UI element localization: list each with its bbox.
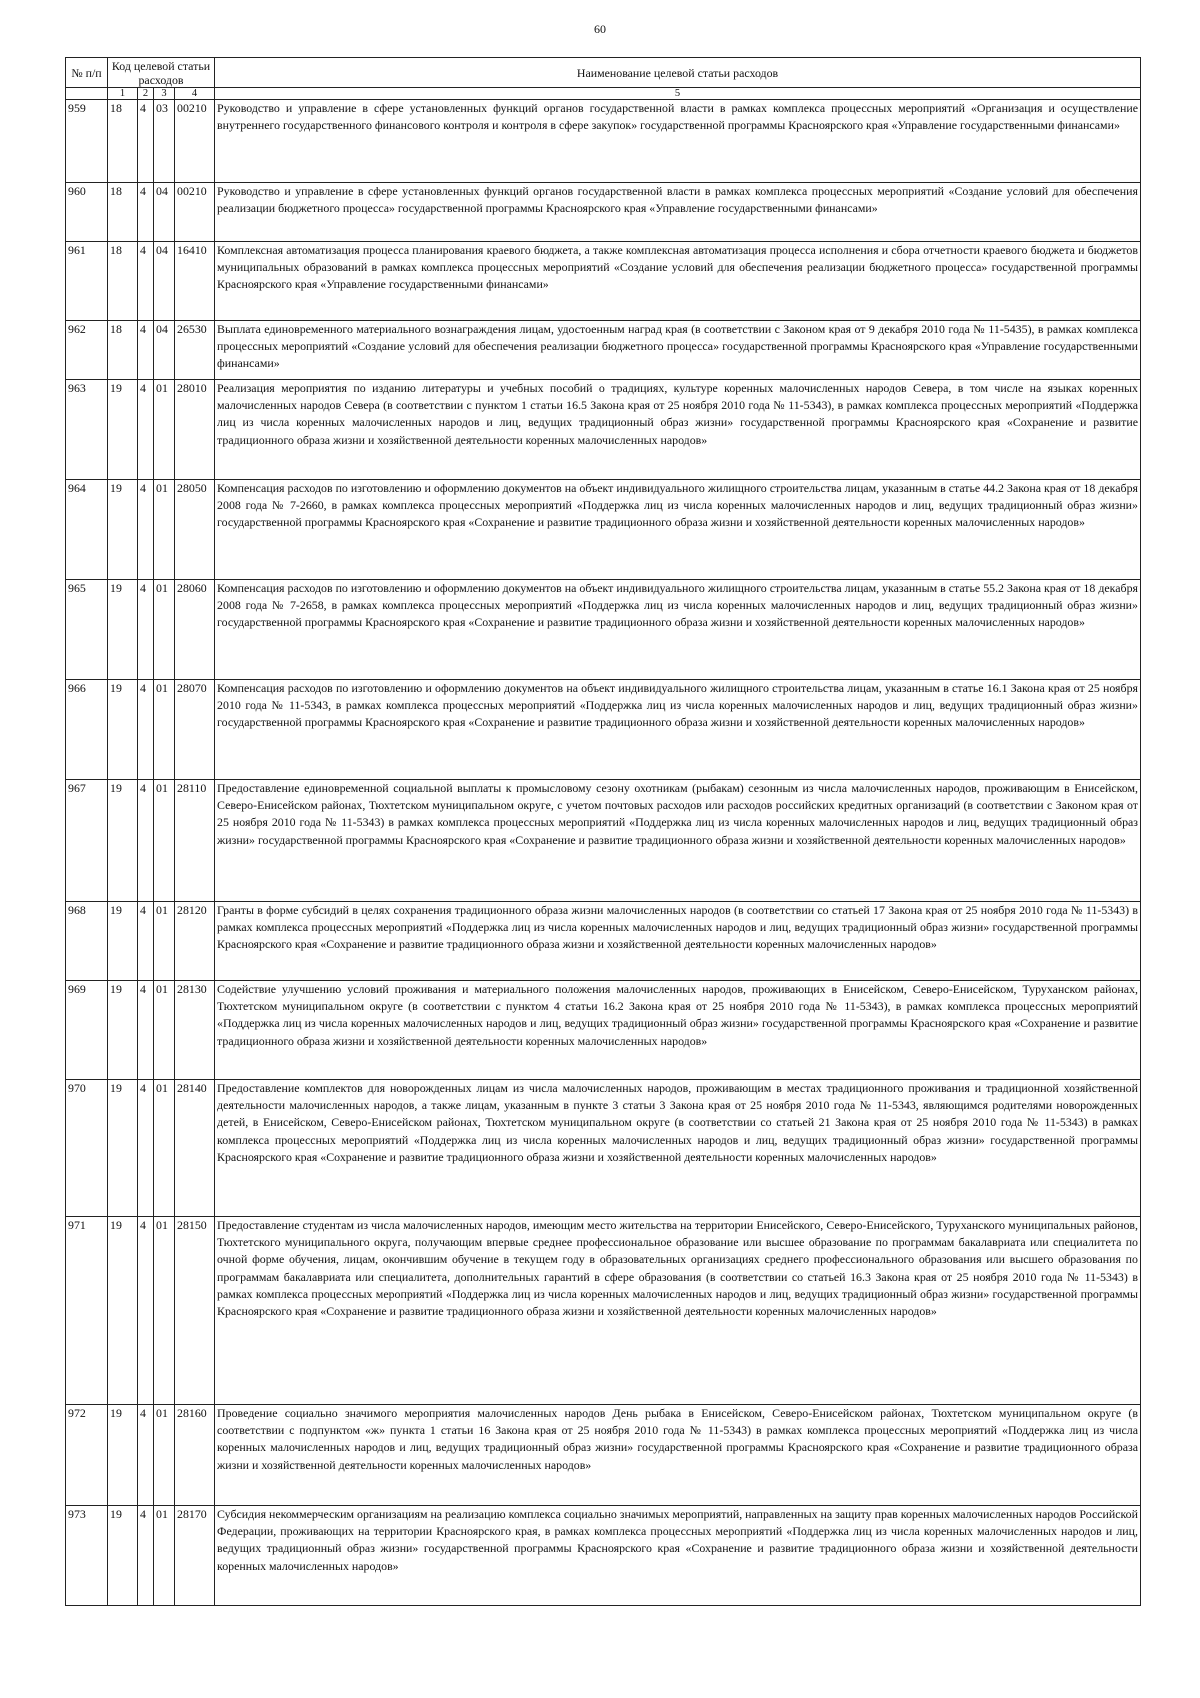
- table-row: [66, 1405, 1141, 1506]
- code-part-1: 18: [108, 242, 138, 321]
- code-part-2: 4: [138, 981, 154, 1080]
- row-number: 963: [66, 380, 108, 480]
- code-part-4: 28050: [175, 480, 215, 580]
- table-row: [66, 1506, 1141, 1606]
- header-col-number: 2: [138, 88, 154, 100]
- table-row: [66, 183, 1141, 242]
- code-part-2: 4: [138, 1405, 154, 1506]
- row-name: Комплексная автоматизация процесса планирования краевого бюджета, а также комплексная автоматизация процесса исполнения и сбора отчетности краевого бюджета и бюджетов муниципальных образований в рамках комплекса процессных мероприятий «Создание условий для обеспечения реализации бюджетного процесса» государственной программы Красноярского края «Управление государственными финансами»: [215, 242, 1141, 321]
- row-name: Реализация мероприятия по изданию литературы и учебных пособий о традициях, культуре коренных малочисленных народов Севера, в том числе на языках коренных малочисленных народов Севера (в соответствии с пунктом 1 статьи 16.5 Закона края от 25 ноября 2010 года № 11-5343), в рамках комплекса процессных мероприятий «Поддержка лиц из числа коренных малочисленных народов и лиц, ведущих традиционный образ жизни» государственной программы Красноярского края «Сохранение и развитие традиционного образа жизни и хозяйственной деятельности коренных малочисленных народов»: [215, 380, 1141, 480]
- row-number: 959: [66, 100, 108, 183]
- table-row: [66, 100, 1141, 183]
- row-name: Предоставление студентам из числа малочисленных народов, имеющим место жительства на территории Енисейского, Северо-Енисейского, Туруханского муниципальных районов, Тюхтетского муниципального округа, получающим впервые среднее профессиональное образование или высшее образование по программам бакалавриата или специалитета по очной форме обучения, лицам, окончившим обучение в текущем году в образовательных организациях среднего профессионального образования или высшего образования по программам бакалавриата или специалитета, дополнительных гарантий в сфере образования (в соответствии со статьей 16.3 Закона края от 25 ноября 2010 года № 11-5343) в рамках комплекса процессных мероприятий «Поддержка лиц из числа коренных малочисленных народов и лиц, ведущих традиционный образ жизни» государственной программы Красноярского края «Сохранение и развитие традиционного образа жизни и хозяйственной деятельности коренных малочисленных народов»: [215, 1217, 1141, 1405]
- row-number: 961: [66, 242, 108, 321]
- code-part-3: 01: [154, 380, 175, 480]
- row-number: 966: [66, 680, 108, 780]
- code-part-2: 4: [138, 321, 154, 380]
- row-number: 972: [66, 1405, 108, 1506]
- code-part-1: 18: [108, 100, 138, 183]
- row-number: 968: [66, 902, 108, 981]
- code-part-3: 01: [154, 1080, 175, 1217]
- code-part-4: 28110: [175, 780, 215, 902]
- code-part-3: 01: [154, 780, 175, 902]
- table-row: [66, 242, 1141, 321]
- row-number: 967: [66, 780, 108, 902]
- code-part-1: 18: [108, 321, 138, 380]
- table-row: [66, 480, 1141, 580]
- code-part-2: 4: [138, 183, 154, 242]
- code-part-1: 19: [108, 1080, 138, 1217]
- code-part-3: 04: [154, 242, 175, 321]
- code-part-4: 28060: [175, 580, 215, 680]
- code-part-4: 28170: [175, 1506, 215, 1606]
- header-code: Код целевой статьи расходов: [108, 58, 215, 88]
- code-part-2: 4: [138, 580, 154, 680]
- row-name: Выплата единовременного материального вознаграждения лицам, удостоенным наград края (в соответствии с Законом края от 9 декабря 2010 года № 11-5435), в рамках комплекса процессных мероприятий «Создание условий для обеспечения реализации бюджетного процесса» государственной программы Красноярского края «Управление государственными финансами»: [215, 321, 1141, 380]
- table-row: [66, 321, 1141, 380]
- header-col-number: 1: [108, 88, 138, 100]
- code-part-4: 00210: [175, 100, 215, 183]
- target-articles-table: [65, 57, 1141, 1606]
- table-row: [66, 680, 1141, 780]
- code-part-3: 01: [154, 480, 175, 580]
- row-number: 964: [66, 480, 108, 580]
- code-part-4: 28140: [175, 1080, 215, 1217]
- row-number: 969: [66, 981, 108, 1080]
- table-row: [66, 981, 1141, 1080]
- code-part-4: 26530: [175, 321, 215, 380]
- code-part-4: 28130: [175, 981, 215, 1080]
- code-part-3: 01: [154, 1506, 175, 1606]
- row-number: 962: [66, 321, 108, 380]
- table-row: [66, 580, 1141, 680]
- code-part-2: 4: [138, 780, 154, 902]
- row-name: Проведение социально значимого мероприятия малочисленных народов День рыбака в Енисейском, Северо-Енисейском районах, Тюхтетском муниципальном округе (в соответствии с подпунктом «ж» пункта 1 статьи 16 Закона края от 25 ноября 2010 года № 11-5343) в рамках комплекса процессных мероприятий «Поддержка лиц из числа коренных малочисленных народов и лиц, ведущих традиционный образ жизни» государственной программы Красноярского края «Сохранение и развитие традиционного образа жизни и хозяйственной деятельности коренных малочисленных народов»: [215, 1405, 1141, 1506]
- row-name: Субсидия некоммерческим организациям на реализацию комплекса социально значимых мероприятий, направленных на защиту прав коренных малочисленных народов Российской Федерации, проживающих на территории Красноярского края, в рамках комплекса процессных мероприятий «Поддержка лиц из числа коренных малочисленных народов и лиц, ведущих традиционный образ жизни» государственной программы Красноярского края «Сохранение и развитие традиционного образа жизни и хозяйственной деятельности коренных малочисленных народов»: [215, 1506, 1141, 1606]
- row-number: 960: [66, 183, 108, 242]
- code-part-2: 4: [138, 902, 154, 981]
- code-part-1: 18: [108, 183, 138, 242]
- table-row: [66, 1080, 1141, 1217]
- code-part-1: 19: [108, 1405, 138, 1506]
- row-name: Содействие улучшению условий проживания и материального положения малочисленных народов, проживающих в Енисейском, Северо-Енисейском, Туруханском районах, Тюхтетском муниципальном округе (в соответствии с пунктом 4 статьи 16.2 Закона края от 25 ноября 2010 года № 11-5343), в рамках комплекса процессных мероприятий «Поддержка лиц из числа коренных малочисленных народов и лиц, ведущих традиционный образ жизни» государственной программы Красноярского края «Сохранение и развитие традиционного образа жизни и хозяйственной деятельности коренных малочисленных народов»: [215, 981, 1141, 1080]
- code-part-2: 4: [138, 1217, 154, 1405]
- row-name: Руководство и управление в сфере установленных функций органов государственной власти в рамках комплекса процессных мероприятий «Создание условий для обеспечения реализации бюджетного процесса» государственной программы Красноярского края «Управление государственными финансами»: [215, 183, 1141, 242]
- code-part-2: 4: [138, 380, 154, 480]
- code-part-1: 19: [108, 1217, 138, 1405]
- code-part-4: 28070: [175, 680, 215, 780]
- row-name: Компенсация расходов по изготовлению и оформлению документов на объект индивидуального жилищного строительства лицам, указанным в статье 16.1 Закона края от 25 ноября 2010 года № 11-5343, в рамках комплекса процессных мероприятий «Поддержка лиц из числа коренных малочисленных народов и лиц, ведущих традиционный образ жизни» государственной программы Красноярского края «Сохранение и развитие традиционного образа жизни и хозяйственной деятельности коренных малочисленных народов»: [215, 680, 1141, 780]
- row-name: Предоставление комплектов для новорожденных лицам из числа малочисленных народов, проживающим в местах традиционного проживания и традиционной хозяйственной деятельности малочисленных народов, а также лицам, указанным в пункте 3 статьи 3 Закона края от 25 ноября 2010 года № 11-5343, являющимся родителями новорожденных детей, в Енисейском, Северо-Енисейском районах, Тюхтетском муниципальном округе (в соответствии со статьей 21 Закона края от 25 ноября 2010 года № 11-5343) в рамках комплекса процессных мероприятий «Поддержка лиц из числа коренных малочисленных народов и лиц, ведущих традиционный образ жизни» государственной программы Красноярского края «Сохранение и развитие традиционного образа жизни и хозяйственной деятельности коренных малочисленных народов»: [215, 1080, 1141, 1217]
- code-part-4: 16410: [175, 242, 215, 321]
- header-number: № п/п: [66, 58, 108, 88]
- code-part-4: 28120: [175, 902, 215, 981]
- code-part-1: 19: [108, 1506, 138, 1606]
- header-col-number: [66, 88, 108, 100]
- code-part-3: 01: [154, 680, 175, 780]
- code-part-2: 4: [138, 480, 154, 580]
- table-row: [66, 902, 1141, 981]
- header-col-number: 3: [154, 88, 175, 100]
- row-number: 965: [66, 580, 108, 680]
- row-number: 973: [66, 1506, 108, 1606]
- code-part-1: 19: [108, 902, 138, 981]
- table-row: [66, 1217, 1141, 1405]
- code-part-1: 19: [108, 480, 138, 580]
- code-part-2: 4: [138, 242, 154, 321]
- header-col-number: 5: [215, 88, 1141, 100]
- code-part-2: 4: [138, 100, 154, 183]
- code-part-3: 03: [154, 100, 175, 183]
- header-name: Наименование целевой статьи расходов: [215, 58, 1141, 88]
- row-name: Компенсация расходов по изготовлению и оформлению документов на объект индивидуального жилищного строительства лицам, указанным в статье 55.2 Закона края от 18 декабря 2008 года № 7-2658, в рамках комплекса процессных мероприятий «Поддержка лиц из числа коренных малочисленных народов и лиц, ведущих традиционный образ жизни» государственной программы Красноярского края «Сохранение и развитие традиционного образа жизни и хозяйственной деятельности коренных малочисленных народов»: [215, 580, 1141, 680]
- code-part-4: 28010: [175, 380, 215, 480]
- code-part-1: 19: [108, 680, 138, 780]
- code-part-4: 00210: [175, 183, 215, 242]
- code-part-3: 01: [154, 580, 175, 680]
- code-part-3: 01: [154, 1405, 175, 1506]
- row-number: 971: [66, 1217, 108, 1405]
- code-part-3: 01: [154, 981, 175, 1080]
- code-part-1: 19: [108, 981, 138, 1080]
- code-part-1: 19: [108, 780, 138, 902]
- code-part-1: 19: [108, 580, 138, 680]
- row-name: Предоставление единовременной социальной выплаты к промысловому сезону охотникам (рыбакам) сезонным из числа малочисленных народов, проживающим в Енисейском, Северо-Енисейском районах, Тюхтетском муниципальном округе, с учетом почтовых расходов или расходов российских кредитных организаций (в соответствии с Законом края от 25 ноября 2010 года № 11-5343) в рамках комплекса процессных мероприятий «Поддержка лиц из числа коренных малочисленных народов и лиц, ведущих традиционный образ жизни» государственной программы Красноярского края «Сохранение и развитие традиционного образа жизни и хозяйственной деятельности коренных малочисленных народов»: [215, 780, 1141, 902]
- header-col-number: 4: [175, 88, 215, 100]
- code-part-3: 04: [154, 183, 175, 242]
- row-name: Руководство и управление в сфере установленных функций органов государственной власти в рамках комплекса процессных мероприятий «Организация и осуществление внутреннего государственного финансового контроля и контроля в сфере закупок» государственной программы Красноярского края «Управление государственными финансами»: [215, 100, 1141, 183]
- code-part-3: 04: [154, 321, 175, 380]
- page-number: 60: [594, 22, 606, 36]
- code-part-3: 01: [154, 902, 175, 981]
- row-name: Гранты в форме субсидий в целях сохранения традиционного образа жизни малочисленных народов (в соответствии со статьей 17 Закона края от 25 ноября 2010 года № 11-5343) в рамках комплекса процессных мероприятий «Поддержка лиц из числа коренных малочисленных народов и лиц, ведущих традиционный образ жизни» государственной программы Красноярского края «Сохранение и развитие традиционного образа жизни и хозяйственной деятельности коренных малочисленных народов»: [215, 902, 1141, 981]
- code-part-2: 4: [138, 680, 154, 780]
- code-part-4: 28160: [175, 1405, 215, 1506]
- code-part-2: 4: [138, 1506, 154, 1606]
- row-name: Компенсация расходов по изготовлению и оформлению документов на объект индивидуального жилищного строительства лицам, указанным в статье 44.2 Закона края от 18 декабря 2008 года № 7-2660, в рамках комплекса процессных мероприятий «Поддержка лиц из числа коренных малочисленных народов и лиц, ведущих традиционный образ жизни» государственной программы Красноярского края «Сохранение и развитие традиционного образа жизни и хозяйственной деятельности коренных малочисленных народов»: [215, 480, 1141, 580]
- code-part-3: 01: [154, 1217, 175, 1405]
- code-part-2: 4: [138, 1080, 154, 1217]
- code-part-1: 19: [108, 380, 138, 480]
- row-number: 970: [66, 1080, 108, 1217]
- table-row: [66, 380, 1141, 480]
- code-part-4: 28150: [175, 1217, 215, 1405]
- table-row: [66, 780, 1141, 902]
